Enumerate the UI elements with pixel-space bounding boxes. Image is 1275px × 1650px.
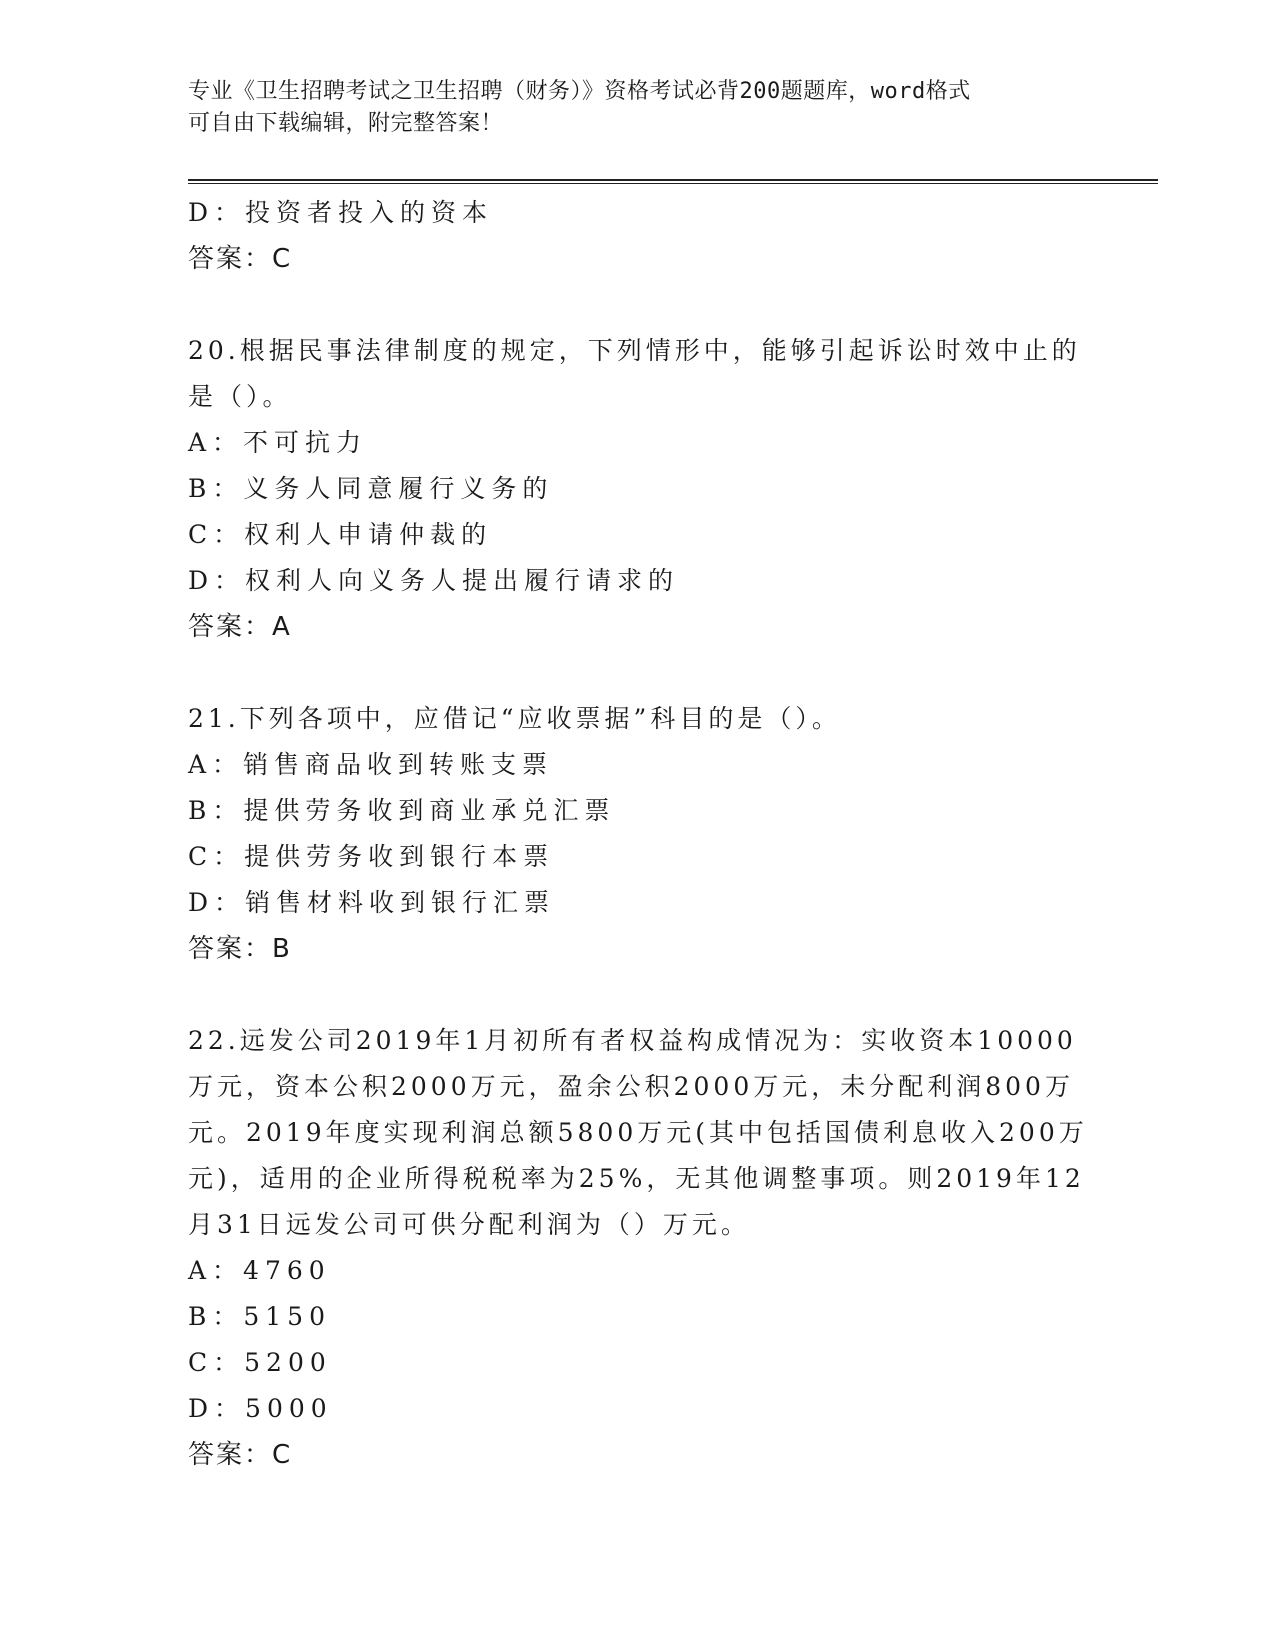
answer-line: 答案：C (188, 244, 293, 274)
question-21 (188, 696, 1088, 972)
question-text-line: 20.根据民事法律制度的规定，下列情形中，能够引起诉讼时效中止的 (188, 336, 1081, 365)
document-header (188, 76, 1068, 140)
option-d: D：权利人向义务人提出履行请求的 (188, 566, 680, 595)
answer-line: 答案：B (188, 934, 292, 964)
question-text-line: 21.下列各项中，应借记“应收票据”科目的是（）。 (188, 704, 841, 733)
option-d: D：投资者投入的资本 (188, 198, 494, 227)
option-b: B：义务人同意履行义务的 (188, 474, 554, 503)
question-text-line: 月31日远发公司可供分配利润为（）万元。 (188, 1210, 750, 1239)
question-20 (188, 328, 1088, 650)
option-b: B：提供劳务收到商业承兑汇票 (188, 796, 616, 825)
option-c: C：权利人申请仲裁的 (188, 520, 493, 549)
question-22 (188, 1018, 1088, 1478)
question-text-line: 是（）。 (188, 382, 292, 411)
previous-question-tail (188, 190, 1088, 282)
answer-line: 答案：A (188, 612, 292, 642)
header-divider (188, 179, 1158, 184)
header-title-line2: 可自由下载编辑，附完整答案！ (188, 111, 504, 136)
question-text-line: 万元，资本公积2000万元，盈余公积2000万元，未分配利润800万 (188, 1072, 1074, 1101)
header-title-line1: 专业《卫生招聘考试之卫生招聘（财务）》资格考试必背200题题库，word格式 (188, 79, 971, 104)
option-c: C：提供劳务收到银行本票 (188, 842, 555, 871)
question-text-line: 元。2019年度实现利润总额5800万元(其中包括国债利息收入200万 (188, 1118, 1088, 1147)
question-text-line: 22.远发公司2019年1月初所有者权益构成情况为：实收资本10000 (188, 1026, 1077, 1055)
option-d: D：5000 (188, 1394, 333, 1423)
option-a: A：销售商品收到转账支票 (188, 750, 554, 779)
option-c: C：5200 (188, 1348, 332, 1377)
question-content (188, 190, 1088, 1478)
option-a: A：不可抗力 (188, 428, 368, 457)
question-text-line: 元)，适用的企业所得税税率为25%，无其他调整事项。则2019年12 (188, 1164, 1085, 1193)
option-b: B：5150 (188, 1302, 331, 1331)
option-d: D：销售材料收到银行汇票 (188, 888, 556, 917)
option-a: A：4760 (188, 1256, 331, 1285)
answer-line: 答案：C (188, 1440, 293, 1470)
